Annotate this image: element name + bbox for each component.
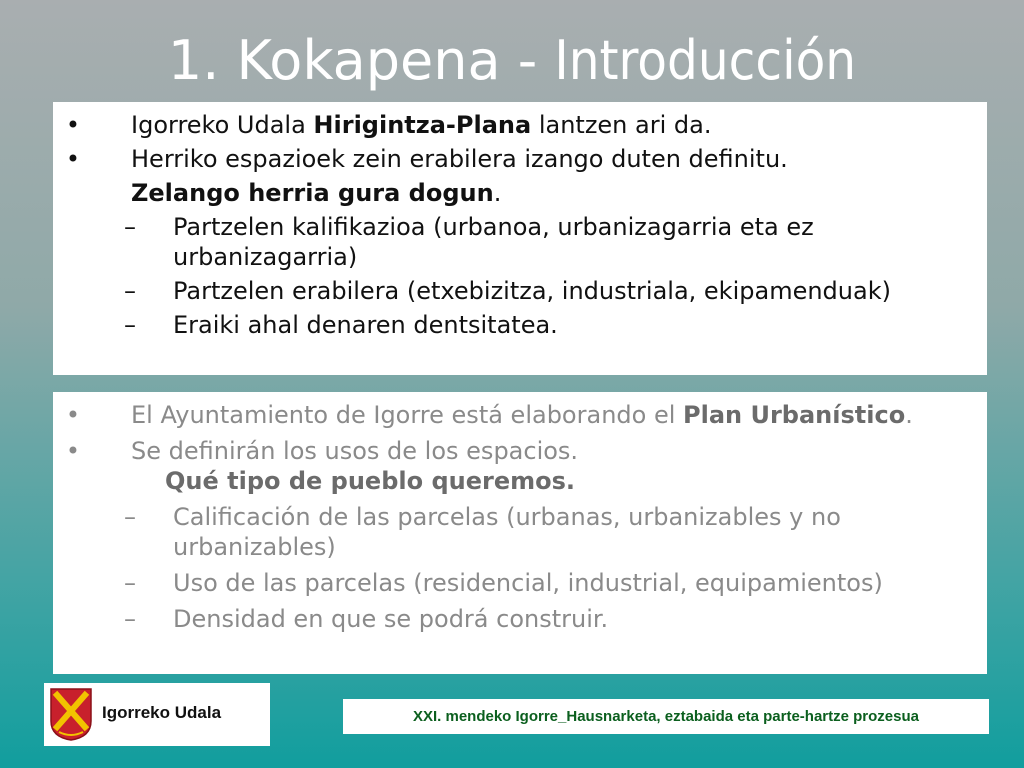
plan-term: Hirigintza-Plana — [313, 111, 532, 139]
title-sub: Introducción — [554, 29, 857, 92]
dash-marker: – — [124, 569, 136, 597]
spanish-question: Qué tipo de pueblo queremos. — [165, 467, 576, 495]
basque-dash-2: – Partzelen erabilera (etxebizitza, industriala, ekipamenduak) — [53, 276, 977, 306]
bullet-marker: • — [65, 111, 81, 139]
logo-label: Igorreko Udala — [102, 703, 222, 722]
spanish-dash-3: – Densidad en que se podrá construir. — [53, 604, 977, 634]
spanish-text-box — [53, 392, 987, 674]
basque-text-box — [53, 102, 987, 375]
bullet-marker: • — [65, 401, 81, 429]
bullet-marker: • — [65, 437, 81, 465]
bullet-marker: • — [65, 145, 81, 173]
spanish-dash-1: – Calificación de las parcelas (urbanas, urbanizables y no urbanizables) — [53, 502, 977, 562]
basque-bullet-2: • Herriko espazioek zein erabilera izango duten definitu. — [53, 144, 977, 174]
basque-dash-3: – Eraiki ahal denaren dentsitatea. — [53, 310, 977, 340]
spanish-bullet-1: • El Ayuntamiento de Igorre está elaborando el Plan Urbanístico. — [53, 400, 977, 430]
footer-caption: XXI. mendeko Igorre_Hausnarketa, eztabaida eta parte-hartze prozesua — [412, 708, 919, 725]
dash-marker: – — [124, 605, 136, 633]
dash-marker: – — [124, 277, 136, 305]
basque-question: Zelango herria gura dogun. — [131, 179, 502, 207]
coat-of-arms-icon — [49, 687, 93, 742]
spanish-bullet-2: • Se definirán los usos de los espacios. — [53, 436, 977, 466]
spanish-dash-2: – Uso de las parcelas (residencial, industrial, equipamientos) — [53, 568, 977, 598]
dash-marker: – — [124, 213, 136, 241]
dash-marker: – — [124, 503, 136, 531]
slide-title — [0, 28, 1024, 94]
basque-dash-1: – Partzelen kalifikazioa (urbanoa, urbanizagarria eta ez urbanizagarria) — [53, 212, 977, 272]
footer-caption-box — [343, 699, 989, 734]
municipality-logo-box — [44, 683, 270, 746]
dash-marker: – — [124, 311, 136, 339]
title-main: 1. Kokapena - — [167, 29, 555, 92]
basque-bullet-1: • Igorreko Udala Hirigintza-Plana lantzen ari da. — [53, 110, 977, 140]
plan-term: Plan Urbanístico — [683, 401, 906, 429]
